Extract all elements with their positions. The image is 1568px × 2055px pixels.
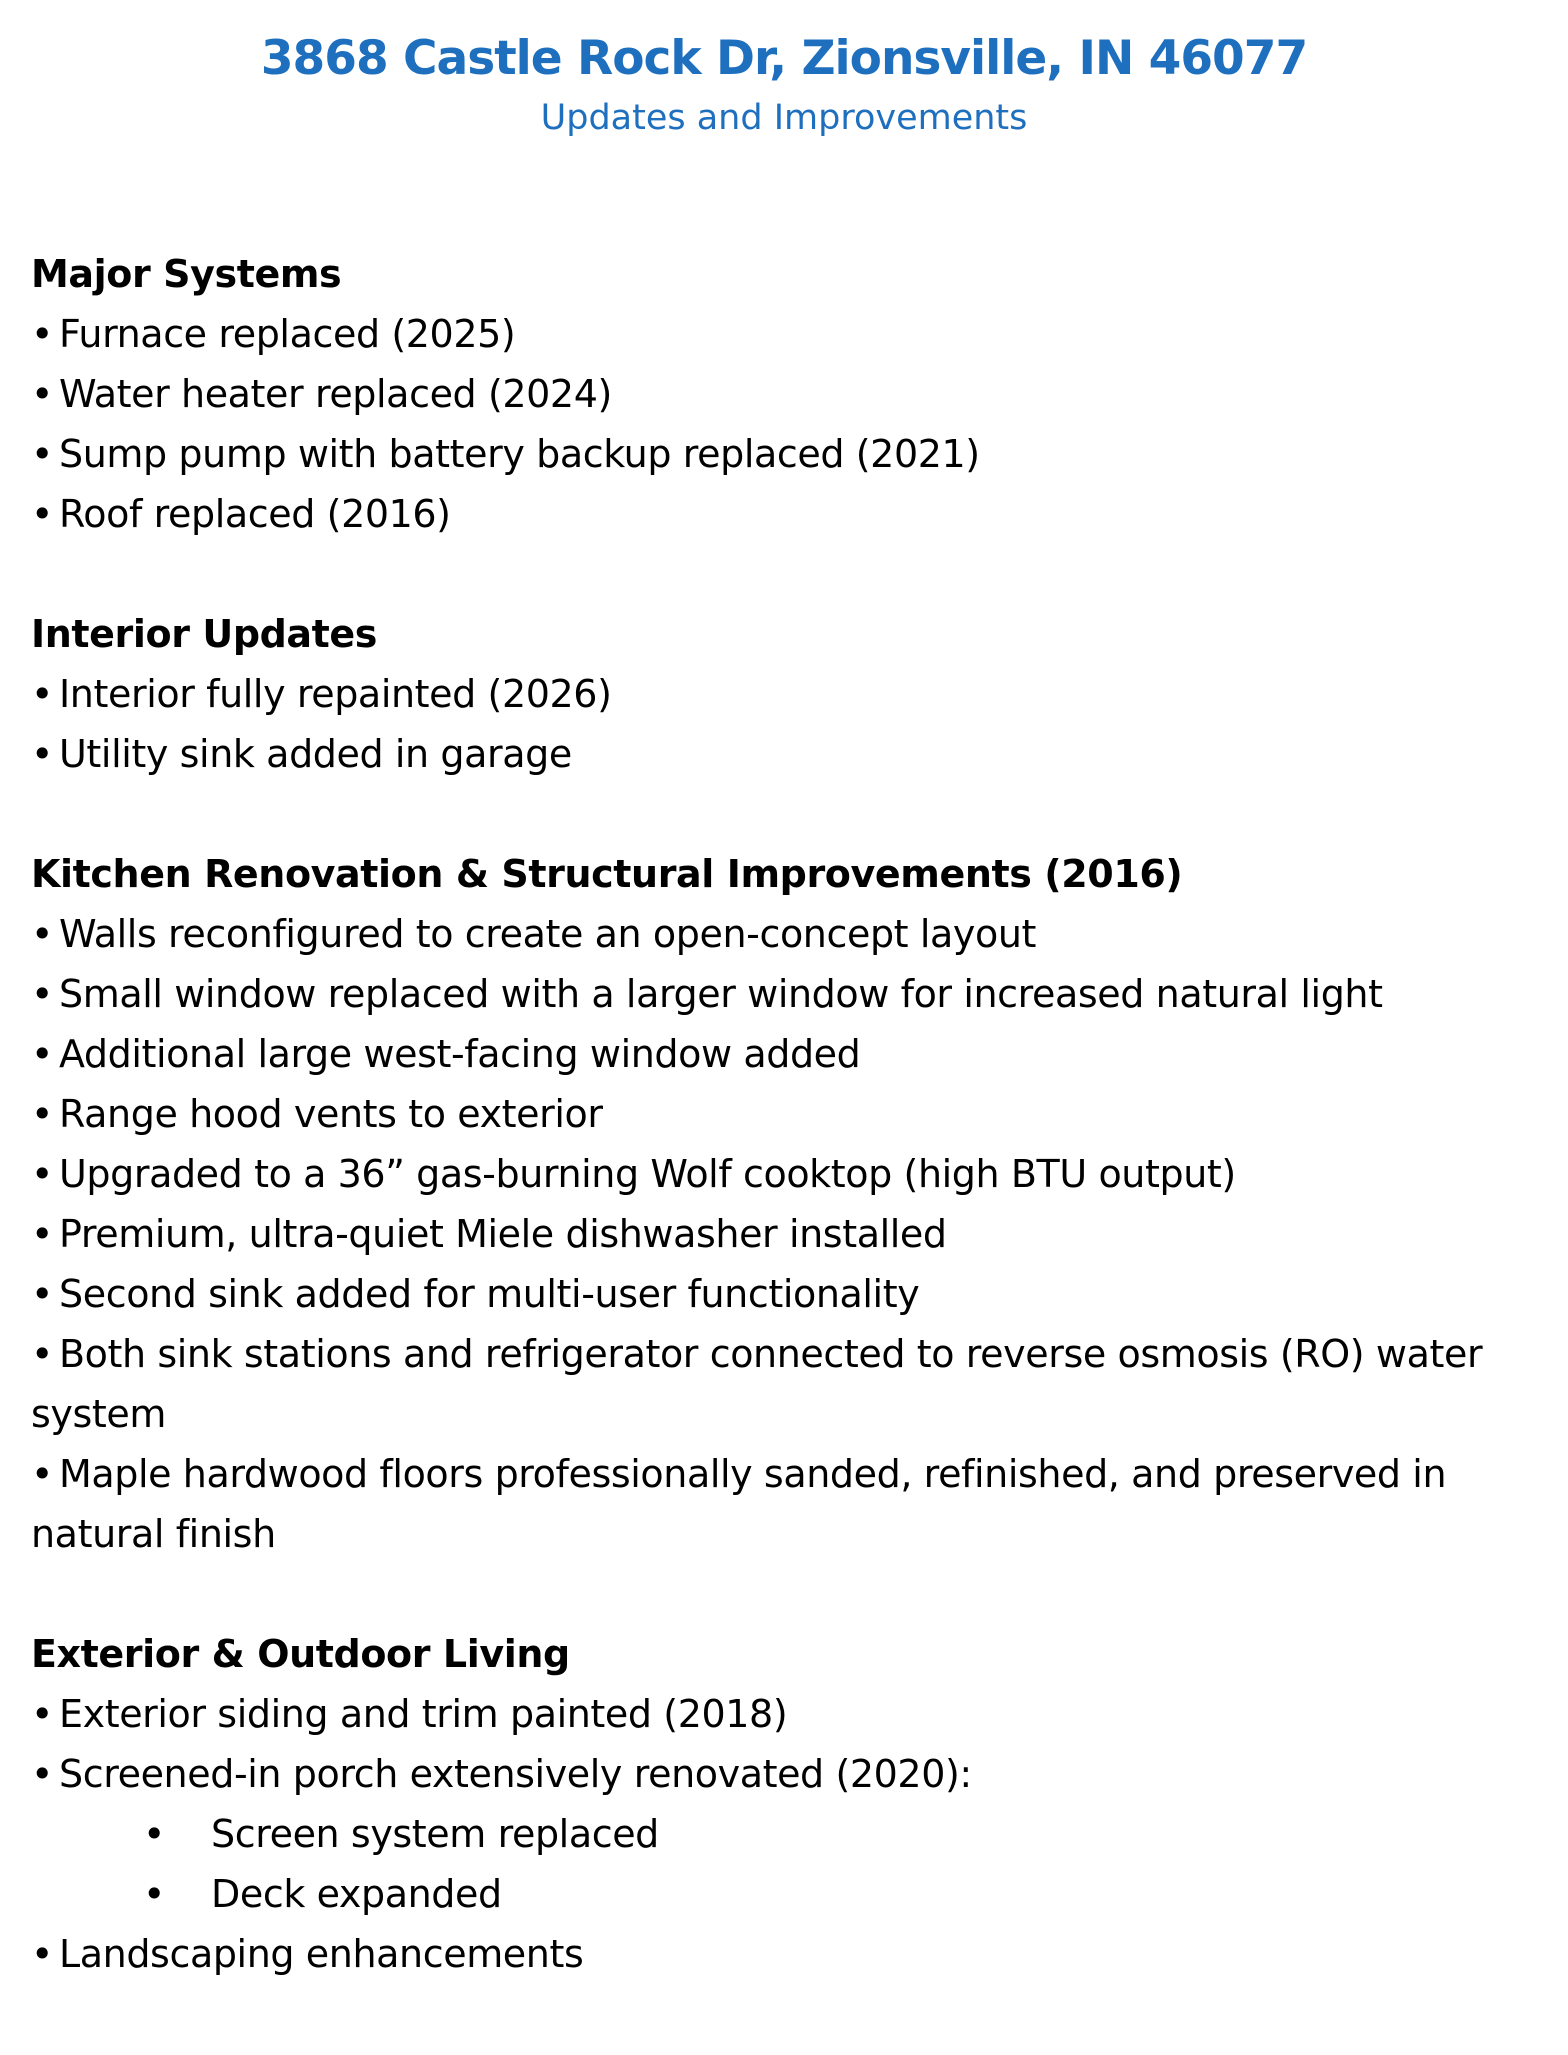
- bullet-icon: •: [31, 1332, 54, 1376]
- section-major-systems: [31, 244, 1541, 544]
- sub-list-item-text: Deck expanded: [211, 1872, 502, 1916]
- list-item: [31, 1684, 1541, 1744]
- list-item: [31, 1204, 1541, 1264]
- list-item: [31, 1324, 1541, 1444]
- list-item-text: Upgraded to a 36” gas-burning Wolf cooktop (high BTU output): [59, 1152, 1236, 1196]
- bullet-icon: •: [143, 1872, 166, 1916]
- page-title: 3868 Castle Rock Dr, Zionsville, IN 46077: [260, 31, 1308, 86]
- list-item: [31, 964, 1541, 1024]
- list-item: [31, 424, 1541, 484]
- list-item-text: Exterior siding and trim painted (2018): [59, 1692, 788, 1736]
- bullet-icon: •: [31, 1152, 54, 1196]
- bullet-icon: •: [31, 1932, 54, 1976]
- document-body: [31, 244, 1541, 2044]
- bullet-icon: •: [31, 492, 54, 536]
- list-item-text: Both sink stations and refrigerator connected to reverse osmosis (RO) water system: [31, 1332, 1483, 1436]
- list-item-text: Sump pump with battery backup replaced (2021): [59, 432, 980, 476]
- bullet-icon: •: [31, 1692, 54, 1736]
- bullet-icon: •: [31, 1032, 54, 1076]
- list-item: [31, 1444, 1541, 1564]
- list-item-text: Landscaping enhancements: [59, 1932, 584, 1976]
- list-item: [31, 1144, 1541, 1204]
- list-item-text: Roof replaced (2016): [59, 492, 451, 536]
- list-item-text: Premium, ultra-quiet Miele dishwasher installed: [59, 1212, 947, 1256]
- list-item: [31, 724, 1541, 784]
- list-item: [31, 1924, 1541, 1984]
- list-item: [31, 1024, 1541, 1084]
- bullet-icon: •: [31, 432, 54, 476]
- list-item-text: Screened-in porch extensively renovated (2020):: [59, 1752, 972, 1796]
- section-kitchen-renovation: [31, 844, 1541, 1564]
- bullet-icon: •: [31, 1272, 54, 1316]
- sub-list-item: [31, 1804, 1541, 1864]
- bullet-icon: •: [31, 1452, 54, 1496]
- bullet-icon: •: [31, 372, 54, 416]
- list-item-text: Second sink added for multi-user functionality: [59, 1272, 920, 1316]
- list-item-text: Small window replaced with a larger window for increased natural light: [59, 972, 1383, 1016]
- list-item: [31, 904, 1541, 964]
- bullet-icon: •: [31, 1752, 54, 1796]
- section-heading: Major Systems: [31, 252, 342, 296]
- section-heading: Interior Updates: [31, 612, 378, 656]
- bullet-icon: •: [31, 1092, 54, 1136]
- list-item: [31, 484, 1541, 544]
- section-heading: Kitchen Renovation & Structural Improvements (2016): [31, 852, 1183, 896]
- section-interior-updates: [31, 604, 1541, 784]
- bullet-icon: •: [31, 912, 54, 956]
- list-item: [31, 664, 1541, 724]
- bullet-icon: •: [31, 312, 54, 356]
- sub-list-item-text: Screen system replaced: [211, 1812, 659, 1856]
- list-item-text: Range hood vents to exterior: [59, 1092, 603, 1136]
- list-item-text: Utility sink added in garage: [59, 732, 572, 776]
- bullet-icon: •: [31, 1212, 54, 1256]
- list-item-text: Maple hardwood floors professionally sanded, refinished, and preserved in natural finish: [31, 1452, 1447, 1556]
- list-item-text: Walls reconfigured to create an open-concept layout: [59, 912, 1037, 956]
- sub-list-item: [31, 1864, 1541, 1924]
- list-item-text: Additional large west-facing window added: [59, 1032, 861, 1076]
- section-heading: Exterior & Outdoor Living: [31, 1632, 570, 1676]
- list-item: [31, 304, 1541, 364]
- bullet-icon: •: [31, 672, 54, 716]
- list-item: [31, 364, 1541, 424]
- document-header: [0, 22, 1568, 140]
- list-item: [31, 1264, 1541, 1324]
- list-item-text: Interior fully repainted (2026): [59, 672, 612, 716]
- bullet-icon: •: [31, 972, 54, 1016]
- page-subtitle: Updates and Improvements: [540, 98, 1028, 138]
- bullet-icon: •: [143, 1812, 166, 1856]
- list-item-text: Water heater replaced (2024): [59, 372, 612, 416]
- list-item-text: Furnace replaced (2025): [59, 312, 516, 356]
- list-item: [31, 1744, 1541, 1804]
- section-exterior-outdoor: [31, 1624, 1541, 1984]
- list-item: [31, 1084, 1541, 1144]
- bullet-icon: •: [31, 732, 54, 776]
